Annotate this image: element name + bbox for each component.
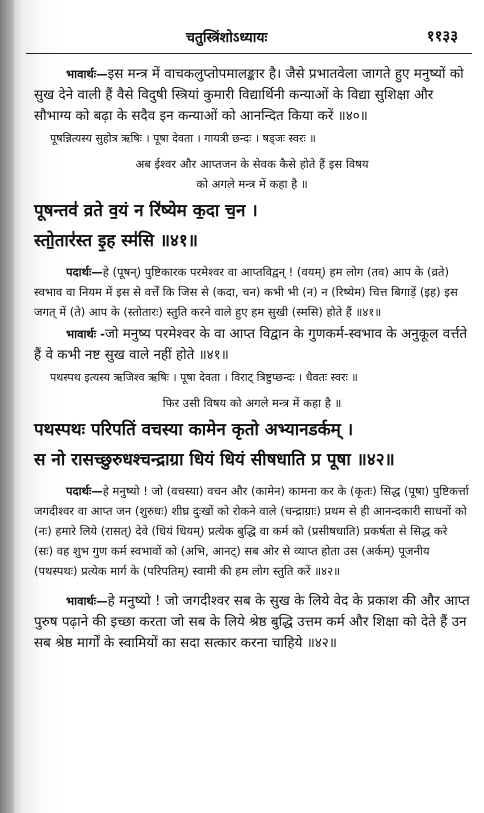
bhavartha-text: इस मन्त्र में वाचकलुप्तोपमालङ्कार है। जैसे प्रभातवेला जागते हुए मनुष्यों को सुख देने वाली हैं वैसे विदुषी स्त्रियां कुमारी विद्यार्थिनी कन्याओं के विद्या सुशिक्षा और सौभाग्य को बढ़ा के सदैव इन कन्याओं को आनन्दित किया करें ॥४०॥ (34, 66, 464, 124)
bhavartha-41 (34, 324, 470, 366)
chapter-title: चतुस्त्रिंशोऽध्यायः (186, 30, 268, 46)
mantra-41-line2: स्तो॒तार॑स्त इ॒ह स्म॑सि ॥४१॥ (34, 231, 198, 251)
bhavartha-40 (34, 64, 470, 127)
padartha-text: हे मनुष्यो ! जो (वचस्या) वचन और (कामेन) कामना कर के (कृतः) सिद्ध (पूषा) पुष्टिकर्त्ता जगदीश्वर वा आप्त जन (शुरुधः) शीघ्र दुःखों को रोकने वाले (चन्द्राग्राः) प्रथम से ही आनन्दकारी साधनों को (नः) हमारे लिये (रासत्) देवे (धियं धियम्) प्रत्येक बुद्धि वा कर्म को (प्रसीषधाति) प्रकर्षता से सिद्ध करे (सः) वह शुभ गुण कर्म स्वभावों को (अभि, आनट्) सब ओर से व्याप्त होता उस (अर्कम्) पूजनीय (पथस्पथः) प्रत्येक मार्ग के (परिपतिम्) स्वामी की हम लोग स्तुति करें ॥४२॥ (34, 484, 469, 578)
bhavartha-label: भावार्थः— (66, 67, 108, 81)
bhavartha-label: भावार्थः - (66, 327, 105, 341)
page-header (26, 24, 468, 54)
padartha-41 (34, 262, 470, 322)
padartha-text: हे (पूषन्) पुष्टिकारक परमेश्वर वा आप्तविद्वन् ! (वयम्) हम लोग (तव) आप के (व्रते) स्वभाव वा नियम में इस से वर्त्तें कि जिस से (कदा, चन) कभी भी (न) न (रिष्येम) चित्त बिगाड़ें (इह) इस जगत् में (ते) आप के (स्तोतारः) स्तुति करने वाले हुए हम सुखी (स्मसि) होते हैं ॥४१॥ (34, 265, 458, 319)
intro-41-line2: को अगले मन्त्र में कहा है ॥ (196, 177, 308, 191)
padartha-label: पदार्थः— (66, 484, 103, 498)
mantra-41-line1: पूषन्तव॑ व्रते व॒यं न रि॑ष्येम क॒दा च॒न । (34, 201, 258, 221)
intro-41-line1: अब ईश्वर और आप्तजन के सेवक कैसे होते हैं इस विषय (135, 157, 369, 171)
intro-42: फिर उसी विषय को अगले मन्त्र में कहा है ॥ (162, 396, 342, 410)
book-spine-shadow (0, 0, 14, 813)
page-body (34, 64, 470, 656)
bhavartha-42 (34, 591, 470, 654)
mantra-42-line1: पथस्पथः परिपतिं वचस्या कामेन कृतो अभ्यानडर्कम् । (34, 420, 354, 440)
padartha-42 (34, 481, 470, 581)
bhavartha-text: हे मनुष्यो ! जो जगदीश्वर सब के सुख के लिये वेद के प्रकाश की और आप्त पुरुष पढ़ाने की इच्छा करता जो सब के लिये श्रेष्ठ बुद्धि उत्तम कर्म और शिक्षा को देते हैं उन सब श्रेष्ठ मार्गों के स्वामियों का सदा सत्कार करना चाहिये ॥४२॥ (34, 593, 470, 651)
mantra-42-line2: स नो रासच्छुरुधश्चन्द्राग्रा धियं धियं सीषधाति प्र पूषा ॥४२॥ (34, 450, 395, 470)
padartha-label: पदार्थः— (66, 265, 103, 279)
page-number: ११३३ (426, 27, 458, 45)
bhavartha-label: भावार्थः— (66, 594, 108, 608)
meta-42: पथस्पथ इत्यस्य ऋजिश्व ऋषिः । पूषा देवता । विराट् त्रिष्टुप्छन्दः । धैवतः स्वरः ॥ (50, 371, 358, 384)
bhavartha-text: जो मनुष्य परमेश्वर के वा आप्त विद्वान के गुणकर्म-स्वभाव के अनुकूल वर्त्तते हैं वे कभी नष्ट सुख वाले नहीं होते ॥४१॥ (34, 326, 468, 363)
header-rule (26, 53, 472, 54)
meta-41: पूषन्नित्यस्य सुहोत्र ऋषिः । पूषा देवता । गायत्री छन्दः । षड्जः स्वरः ॥ (50, 132, 316, 145)
